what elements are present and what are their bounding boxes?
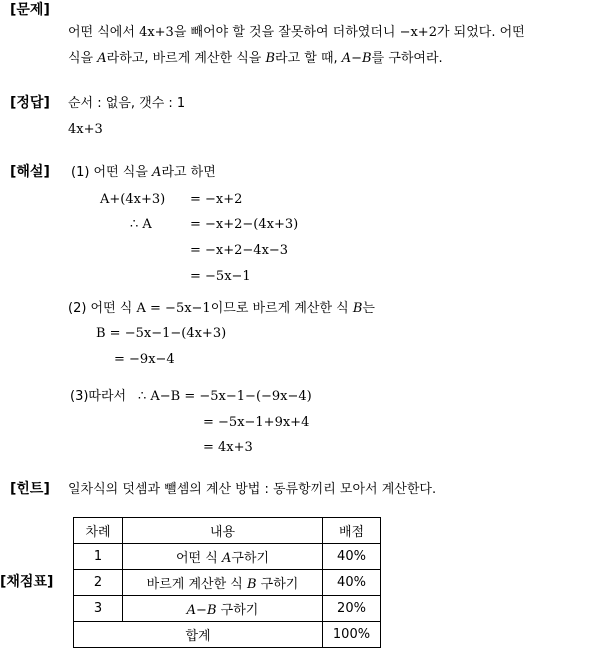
total-score: 100%	[323, 622, 381, 648]
step1-line1-lhs: A+(4x+3)	[100, 192, 166, 207]
solution-step2-head: (2) 어떤 식 A = −5x−1이므로 바르게 계산한 식 B는	[68, 301, 375, 316]
hint-text: 일차식의 덧셈과 뺄셈의 계산 방법 : 동류항끼리 모아서 계산한다.	[68, 482, 437, 497]
table-header-score: 배점	[323, 518, 381, 544]
row-content: 바르게 계산한 식 B 구하기	[123, 570, 323, 596]
table-row	[74, 544, 381, 570]
problem-label: [문제]	[10, 2, 50, 18]
step1-line3-rhs: = −x+2−4x−3	[190, 243, 289, 258]
grading-table	[73, 517, 381, 648]
step1-line2-rhs: = −x+2−(4x+3)	[190, 217, 299, 232]
step3-line2: = −5x−1+9x+4	[203, 415, 310, 430]
total-label: 합계	[74, 622, 323, 648]
row-order: 2	[74, 570, 123, 596]
answer-label: [정답]	[10, 95, 50, 111]
answer-meta: 순서 : 없음, 갯수 : 1	[68, 96, 186, 111]
row-score: 20%	[323, 596, 381, 622]
row-content: 어떤 식 A구하기	[123, 544, 323, 570]
table-total-row	[74, 622, 381, 648]
grading-label: [채점표]	[0, 574, 54, 590]
solution-step1-head: (1) 어떤 식을 A라고 하면	[71, 165, 216, 180]
problem-line-1: 어떤 식에서 4x+3을 빼어야 할 것을 잘못하여 더하였더니 −x+2가 되었다. 어떤	[68, 25, 525, 40]
table-header-order: 차례	[74, 518, 123, 544]
row-content: A−B 구하기	[123, 596, 323, 622]
step2-line2: = −9x−4	[114, 352, 175, 367]
hint-label: [힌트]	[10, 481, 50, 497]
problem-line-2: 식을 A라하고, 바르게 계산한 식을 B라고 할 때, A−B를 구하여라.	[68, 51, 443, 66]
row-score: 40%	[323, 544, 381, 570]
step1-line4-rhs: = −5x−1	[190, 269, 251, 284]
table-row	[74, 570, 381, 596]
step1-line2-lhs: ∴ A	[130, 217, 152, 232]
table-header-row	[74, 518, 381, 544]
table-header-content: 내용	[123, 518, 323, 544]
row-order: 1	[74, 544, 123, 570]
step3-line1: ∴ A−B = −5x−1−(−9x−4)	[138, 389, 312, 404]
row-order: 3	[74, 596, 123, 622]
table-row	[74, 596, 381, 622]
step1-line1-rhs: = −x+2	[190, 192, 243, 207]
step3-line3: = 4x+3	[203, 440, 253, 455]
solution-label: [해설]	[10, 164, 50, 180]
row-score: 40%	[323, 570, 381, 596]
answer-value: 4x+3	[68, 122, 103, 137]
solution-step3-head: (3)따라서	[70, 389, 127, 404]
step2-line1: B = −5x−1−(4x+3)	[96, 326, 227, 341]
